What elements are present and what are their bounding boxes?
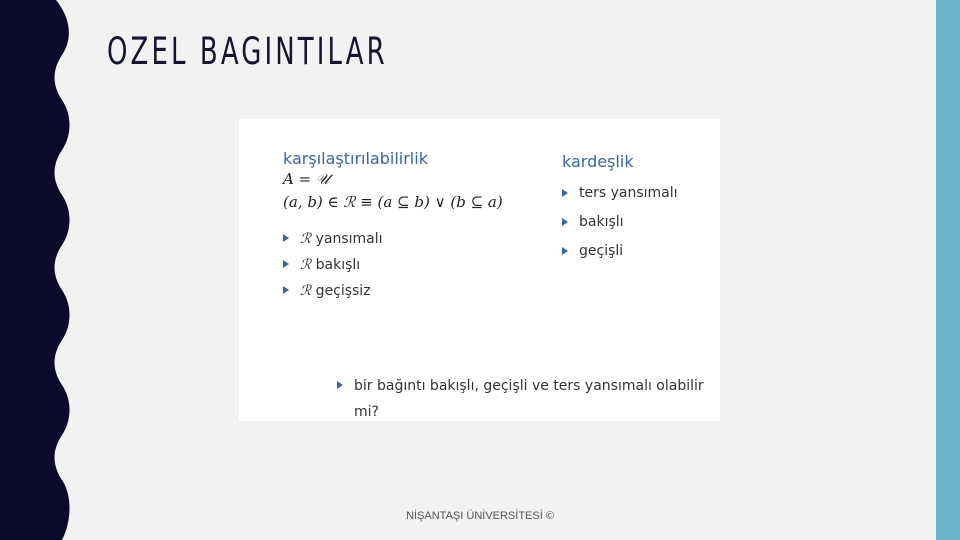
slide-title: OZEL BAGINTILAR (107, 30, 388, 73)
left-column (283, 149, 503, 304)
right-heading: kardeşlik (562, 152, 634, 171)
bullet-triangle-icon (283, 286, 289, 294)
bullet-triangle-icon (562, 218, 568, 226)
content-card (239, 119, 720, 421)
list-item (283, 226, 503, 252)
relation-symbol: ℛ (300, 257, 312, 273)
wavy-left-band (0, 0, 80, 540)
bullet-triangle-icon (283, 234, 289, 242)
list-item-text: ters yansımalı (579, 185, 678, 201)
list-item-text: geçişsiz (315, 283, 371, 299)
footer-text: NİŞANTAŞI ÜNİVERSİTESİ © (406, 510, 554, 522)
bullet-triangle-icon (562, 247, 568, 255)
relation-symbol: ℛ (300, 231, 312, 247)
left-bullet-list (283, 226, 503, 304)
math-line-2: (a, b) ∈ ℛ ≡ (a ⊆ b) ∨ (b ⊆ a) (283, 193, 503, 211)
list-item (562, 237, 678, 266)
question-item (337, 373, 720, 425)
bullet-triangle-icon (337, 381, 343, 389)
bullet-triangle-icon (283, 260, 289, 268)
left-heading: karşılaştırılabilirlik (283, 149, 428, 168)
question-list (337, 373, 720, 425)
list-item (283, 278, 503, 304)
question-text: bir bağıntı bakışlı, geçişli ve ters yansımalı olabilir mi? (354, 378, 704, 420)
list-item (562, 208, 678, 237)
math-line-1: A = 𝒰 (283, 170, 330, 188)
list-item (283, 252, 503, 278)
accent-right-band (936, 0, 960, 540)
relation-symbol: ℛ (300, 283, 312, 299)
list-item-text: bakışlı (579, 214, 624, 230)
list-item-text: bakışlı (315, 257, 361, 273)
list-item-text: yansımalı (315, 231, 383, 247)
right-column (562, 152, 678, 266)
list-item (562, 179, 678, 208)
bullet-triangle-icon (562, 189, 568, 197)
list-item-text: geçişli (579, 243, 624, 259)
right-bullet-list (562, 179, 678, 266)
